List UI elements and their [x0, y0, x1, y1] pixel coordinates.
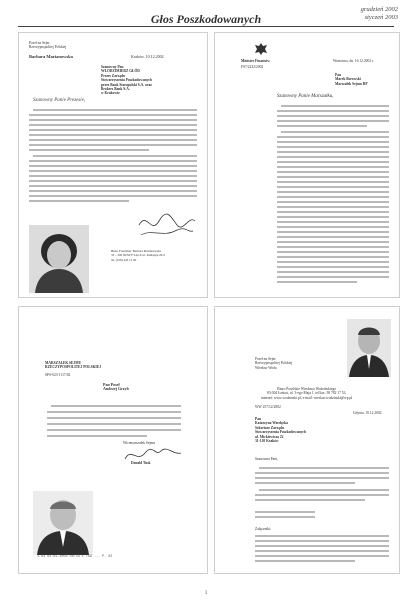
letter4-recipient: Pan Katarzyna Wardęcka Sekretarz Zarządu Stowarzyszenia Poszkodowanych ul. Mickiewicza 22 31-120 Kraków — [255, 417, 307, 444]
publication-title: Głos Poszkodowanych — [150, 12, 262, 26]
letter3-fax-footer: 1.03 03.01.2003 08:33 1 799 ... P. 02 — [37, 555, 113, 559]
letter2-ref: FS7/2232/2002 — [241, 65, 264, 69]
letter2-emblem-label: Minister Finansów — [241, 59, 270, 63]
letter2-date: Warszawa, dn. 16.12.2002 r. — [333, 59, 374, 63]
letter1-date: Kraków, 10.12.2002 — [131, 54, 164, 59]
letter4-salutation: Szanowna Pani, — [255, 457, 278, 461]
issue-date — [361, 6, 398, 22]
letter1-salutation: Szanowny Panie Prezesie, — [33, 98, 86, 103]
letter1-signature — [137, 209, 197, 239]
photo-wieslaw-wodzinski — [347, 319, 391, 377]
letter4-org: Poseł na Sejm Rzeczypospolitej Polskiej Wiesław Woda — [255, 357, 293, 370]
letter-marszalek-sejmu — [18, 306, 208, 574]
issue-date-line1: grudzień 2002 — [360, 6, 398, 13]
letter1-sender: Barbara Marianowska — [29, 54, 73, 59]
letter4-date: Gdynia, 10.12.2002 — [353, 411, 382, 415]
letter2-recipient: Pan Marek Borowski Marszałek Sejmu RP — [335, 73, 368, 86]
polish-eagle-emblem-icon — [253, 41, 269, 57]
letter3-signature-name: Donald Tusk — [131, 461, 151, 465]
page-header — [0, 0, 412, 30]
photo-andrzej-grzyb — [33, 491, 93, 555]
photo-barbara-marianowska — [29, 225, 89, 293]
letter3-signature-title: Wicemarszałek Sejmu — [123, 441, 156, 445]
letter4-attachments-label: Załączniki: — [255, 527, 272, 531]
issue-date-line2: styczeń 2003 — [364, 14, 398, 21]
letter2-salutation: Szanowny Panie Marszałku, — [277, 94, 334, 99]
page-number: 3 — [204, 591, 208, 596]
letter-minister-finansow — [214, 32, 400, 298]
letter4-office: Biuro Poselskie Wiesława Wodzińskiego 83-304 Łańcut, ul. 3-ego Maja 1, tel/fax: 58 782 17 53, internet: www.wodzinski.pl, e-mail: wieslaw.wodzinski@wp.pl — [261, 387, 353, 400]
letter4-ref: WW 257/12/2002 — [255, 405, 281, 409]
letter-marianowska — [18, 32, 208, 298]
letter3-recipient: Pan Poseł Andrzej Grzyb — [103, 382, 129, 392]
letter1-org: Poseł na Sejm Rzeczypospolitej Polskiej — [29, 41, 67, 50]
letter1-recipient: Szanowny Pan WŁODZIMIERZ GŁÓD Prezes Zarządu Stowarzyszenia Poszkodowanych przez Bank Staropolski S.A. oraz Brokers Bank S.A. w Krakowie — [101, 65, 153, 96]
letter-wodzinski — [214, 306, 400, 574]
letter1-office: Biuro Poselskie: Barbara Marianowska 33 – 300 NOWY SĄCZ ul. Kołłątaja 26/4 tel. (018) 443 12 00 — [111, 249, 165, 262]
header-rule — [18, 26, 394, 27]
letter3-org: MARSZAŁEK SEJMU RZECZYPOSPOLITEJ POLSKIEJ — [45, 361, 102, 370]
letter3-ref: SPS-023-1117/02 — [45, 373, 71, 377]
